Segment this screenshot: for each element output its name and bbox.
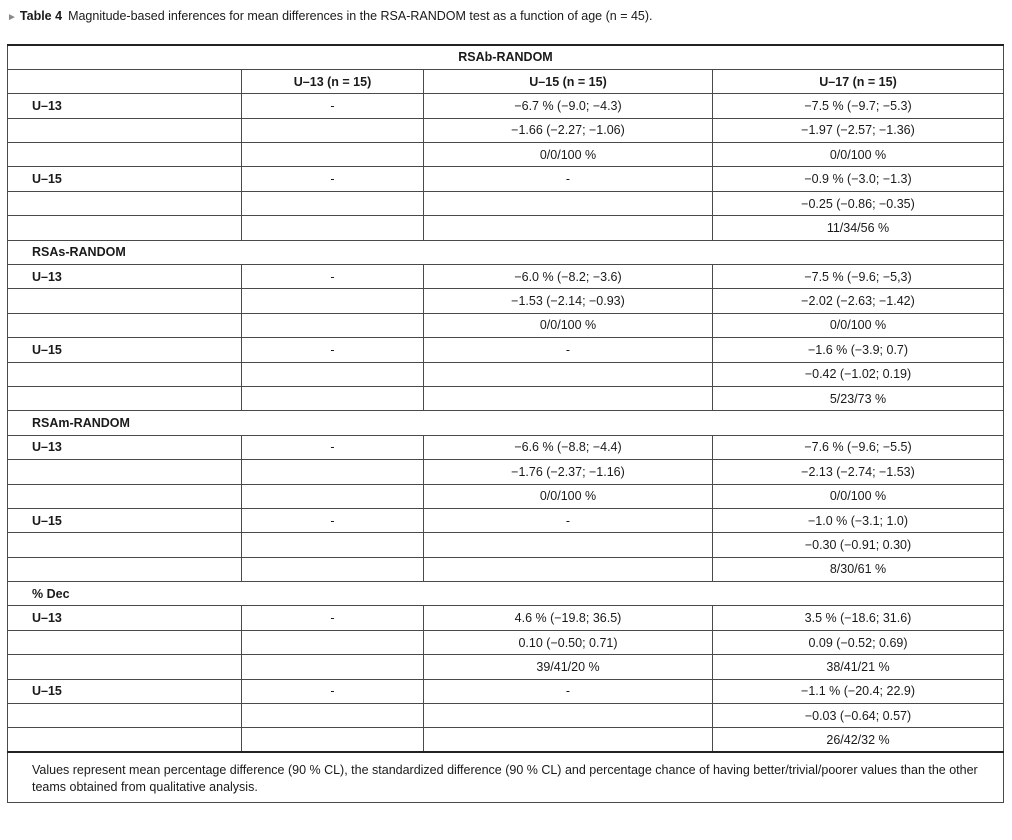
row-label-cell [8, 289, 242, 313]
u17-cell: −1.0 % (−3.1; 1.0) [713, 508, 1004, 532]
table-row [8, 191, 1004, 215]
u15-cell: 0.10 (−0.50; 0.71) [424, 630, 713, 654]
u17-cell: 0.09 (−0.52; 0.69) [713, 630, 1004, 654]
row-label-cell [8, 533, 242, 557]
table-row [8, 216, 1004, 240]
u17-cell: −1.97 (−2.57; −1.36) [713, 118, 1004, 142]
table-row [8, 362, 1004, 386]
table-row [8, 386, 1004, 410]
u15-cell [424, 704, 713, 728]
u15-cell [424, 386, 713, 410]
u17-cell: 38/41/21 % [713, 655, 1004, 679]
u15-cell [424, 557, 713, 581]
table-row [8, 265, 1004, 289]
table-row [8, 606, 1004, 630]
table-row [8, 460, 1004, 484]
u13-cell [242, 386, 424, 410]
row-label-cell: U–15 [8, 167, 242, 191]
u17-cell: 0/0/100 % [713, 484, 1004, 508]
row-label-cell: U–13 [8, 265, 242, 289]
u15-cell: −1.76 (−2.37; −1.16) [424, 460, 713, 484]
table-caption [7, 9, 653, 23]
column-header: U–17 (n = 15) [713, 69, 1004, 93]
u13-cell [242, 313, 424, 337]
row-label-cell: U–15 [8, 338, 242, 362]
table-row [8, 435, 1004, 459]
u15-cell: - [424, 338, 713, 362]
section-header: RSAm-RANDOM [8, 411, 1004, 435]
table-row [8, 167, 1004, 191]
table-row [8, 118, 1004, 142]
u13-cell: - [242, 606, 424, 630]
u13-cell [242, 460, 424, 484]
u13-cell [242, 533, 424, 557]
row-label-cell [8, 386, 242, 410]
u13-cell: - [242, 167, 424, 191]
u13-cell [242, 118, 424, 142]
u17-cell: −7.5 % (−9.6; −5,3) [713, 265, 1004, 289]
u13-cell [242, 557, 424, 581]
table-row [8, 533, 1004, 557]
u15-cell: - [424, 679, 713, 703]
row-label-cell: U–13 [8, 94, 242, 118]
table-title: RSAb-RANDOM [8, 45, 1004, 69]
row-label-cell [8, 460, 242, 484]
table-row [8, 289, 1004, 313]
table-note-row [8, 752, 1004, 803]
u15-cell: −6.7 % (−9.0; −4.3) [424, 94, 713, 118]
u17-cell: −0.9 % (−3.0; −1.3) [713, 167, 1004, 191]
row-label-cell [8, 704, 242, 728]
row-label-cell [8, 630, 242, 654]
column-header-row [8, 69, 1004, 93]
u15-cell: 0/0/100 % [424, 143, 713, 167]
u15-cell: - [424, 167, 713, 191]
row-label-cell [8, 362, 242, 386]
section-header-row [8, 411, 1004, 435]
caption-text: Magnitude-based inferences for mean differences in the RSA-RANDOM test as a function of age (n = 45). [68, 9, 653, 23]
u15-cell: 0/0/100 % [424, 313, 713, 337]
row-label-cell [8, 313, 242, 337]
u15-cell: 0/0/100 % [424, 484, 713, 508]
section-header: % Dec [8, 582, 1004, 606]
table-row [8, 508, 1004, 532]
u13-cell: - [242, 94, 424, 118]
u15-cell [424, 533, 713, 557]
u17-cell: −0.30 (−0.91; 0.30) [713, 533, 1004, 557]
u13-cell [242, 362, 424, 386]
results-table-container [7, 44, 1003, 803]
table-row [8, 679, 1004, 703]
u13-cell: - [242, 508, 424, 532]
u17-cell: 5/23/73 % [713, 386, 1004, 410]
u17-cell: −7.5 % (−9.7; −5.3) [713, 94, 1004, 118]
u15-cell: −1.66 (−2.27; −1.06) [424, 118, 713, 142]
u17-cell: 26/42/32 % [713, 728, 1004, 752]
u17-cell: 0/0/100 % [713, 313, 1004, 337]
u15-cell: 4.6 % (−19.8; 36.5) [424, 606, 713, 630]
u17-cell: 11/34/56 % [713, 216, 1004, 240]
table-row [8, 655, 1004, 679]
u13-cell [242, 216, 424, 240]
u13-cell [242, 143, 424, 167]
row-label-cell: U–13 [8, 606, 242, 630]
results-table [7, 44, 1004, 803]
u15-cell: −6.0 % (−8.2; −3.6) [424, 265, 713, 289]
u17-cell: −7.6 % (−9.6; −5.5) [713, 435, 1004, 459]
u17-cell: 8/30/61 % [713, 557, 1004, 581]
row-label-cell [8, 484, 242, 508]
u13-cell [242, 289, 424, 313]
column-header: U–15 (n = 15) [424, 69, 713, 93]
row-label-cell [8, 216, 242, 240]
row-label-cell [8, 557, 242, 581]
table-note: Values represent mean percentage difference (90 % CL), the standardized difference (90 % CL) and percentage chance of having better/trivial/poorer values than the other teams obtained from qualitative analysis. [8, 752, 1004, 803]
row-label-cell [8, 118, 242, 142]
table-row [8, 338, 1004, 362]
section-header-row [8, 582, 1004, 606]
row-label-cell [8, 143, 242, 167]
u17-cell: −1.6 % (−3.9; 0.7) [713, 338, 1004, 362]
row-label-cell [8, 655, 242, 679]
u15-cell: - [424, 508, 713, 532]
table-row [8, 94, 1004, 118]
u13-cell: - [242, 435, 424, 459]
u17-cell: −1.1 % (−20.4; 22.9) [713, 679, 1004, 703]
table-body [8, 45, 1004, 803]
column-header: U–13 (n = 15) [242, 69, 424, 93]
u13-cell: - [242, 338, 424, 362]
u15-cell: −1.53 (−2.14; −0.93) [424, 289, 713, 313]
column-header [8, 69, 242, 93]
u13-cell [242, 728, 424, 752]
u17-cell: −0.42 (−1.02; 0.19) [713, 362, 1004, 386]
u17-cell: 0/0/100 % [713, 143, 1004, 167]
row-label-cell: U–13 [8, 435, 242, 459]
table-row [8, 143, 1004, 167]
u15-cell [424, 216, 713, 240]
caption-marker-icon: ► [7, 12, 17, 23]
u13-cell [242, 655, 424, 679]
table-row [8, 728, 1004, 752]
u17-cell: −0.03 (−0.64; 0.57) [713, 704, 1004, 728]
table-row [8, 484, 1004, 508]
u15-cell [424, 191, 713, 215]
u15-cell [424, 728, 713, 752]
u13-cell [242, 484, 424, 508]
u13-cell [242, 630, 424, 654]
row-label-cell: U–15 [8, 679, 242, 703]
section-header: RSAs-RANDOM [8, 240, 1004, 264]
row-label-cell: U–15 [8, 508, 242, 532]
u17-cell: −2.02 (−2.63; −1.42) [713, 289, 1004, 313]
u13-cell [242, 704, 424, 728]
u13-cell [242, 191, 424, 215]
section-header-row [8, 240, 1004, 264]
u17-cell: −0.25 (−0.86; −0.35) [713, 191, 1004, 215]
table-row [8, 704, 1004, 728]
u13-cell: - [242, 679, 424, 703]
table-row [8, 630, 1004, 654]
u15-cell: 39/41/20 % [424, 655, 713, 679]
row-label-cell [8, 191, 242, 215]
table-title-row [8, 45, 1004, 69]
u15-cell [424, 362, 713, 386]
table-row [8, 557, 1004, 581]
u17-cell: 3.5 % (−18.6; 31.6) [713, 606, 1004, 630]
u13-cell: - [242, 265, 424, 289]
row-label-cell [8, 728, 242, 752]
table-label: Table 4 [19, 9, 63, 23]
u17-cell: −2.13 (−2.74; −1.53) [713, 460, 1004, 484]
table-row [8, 313, 1004, 337]
u15-cell: −6.6 % (−8.8; −4.4) [424, 435, 713, 459]
